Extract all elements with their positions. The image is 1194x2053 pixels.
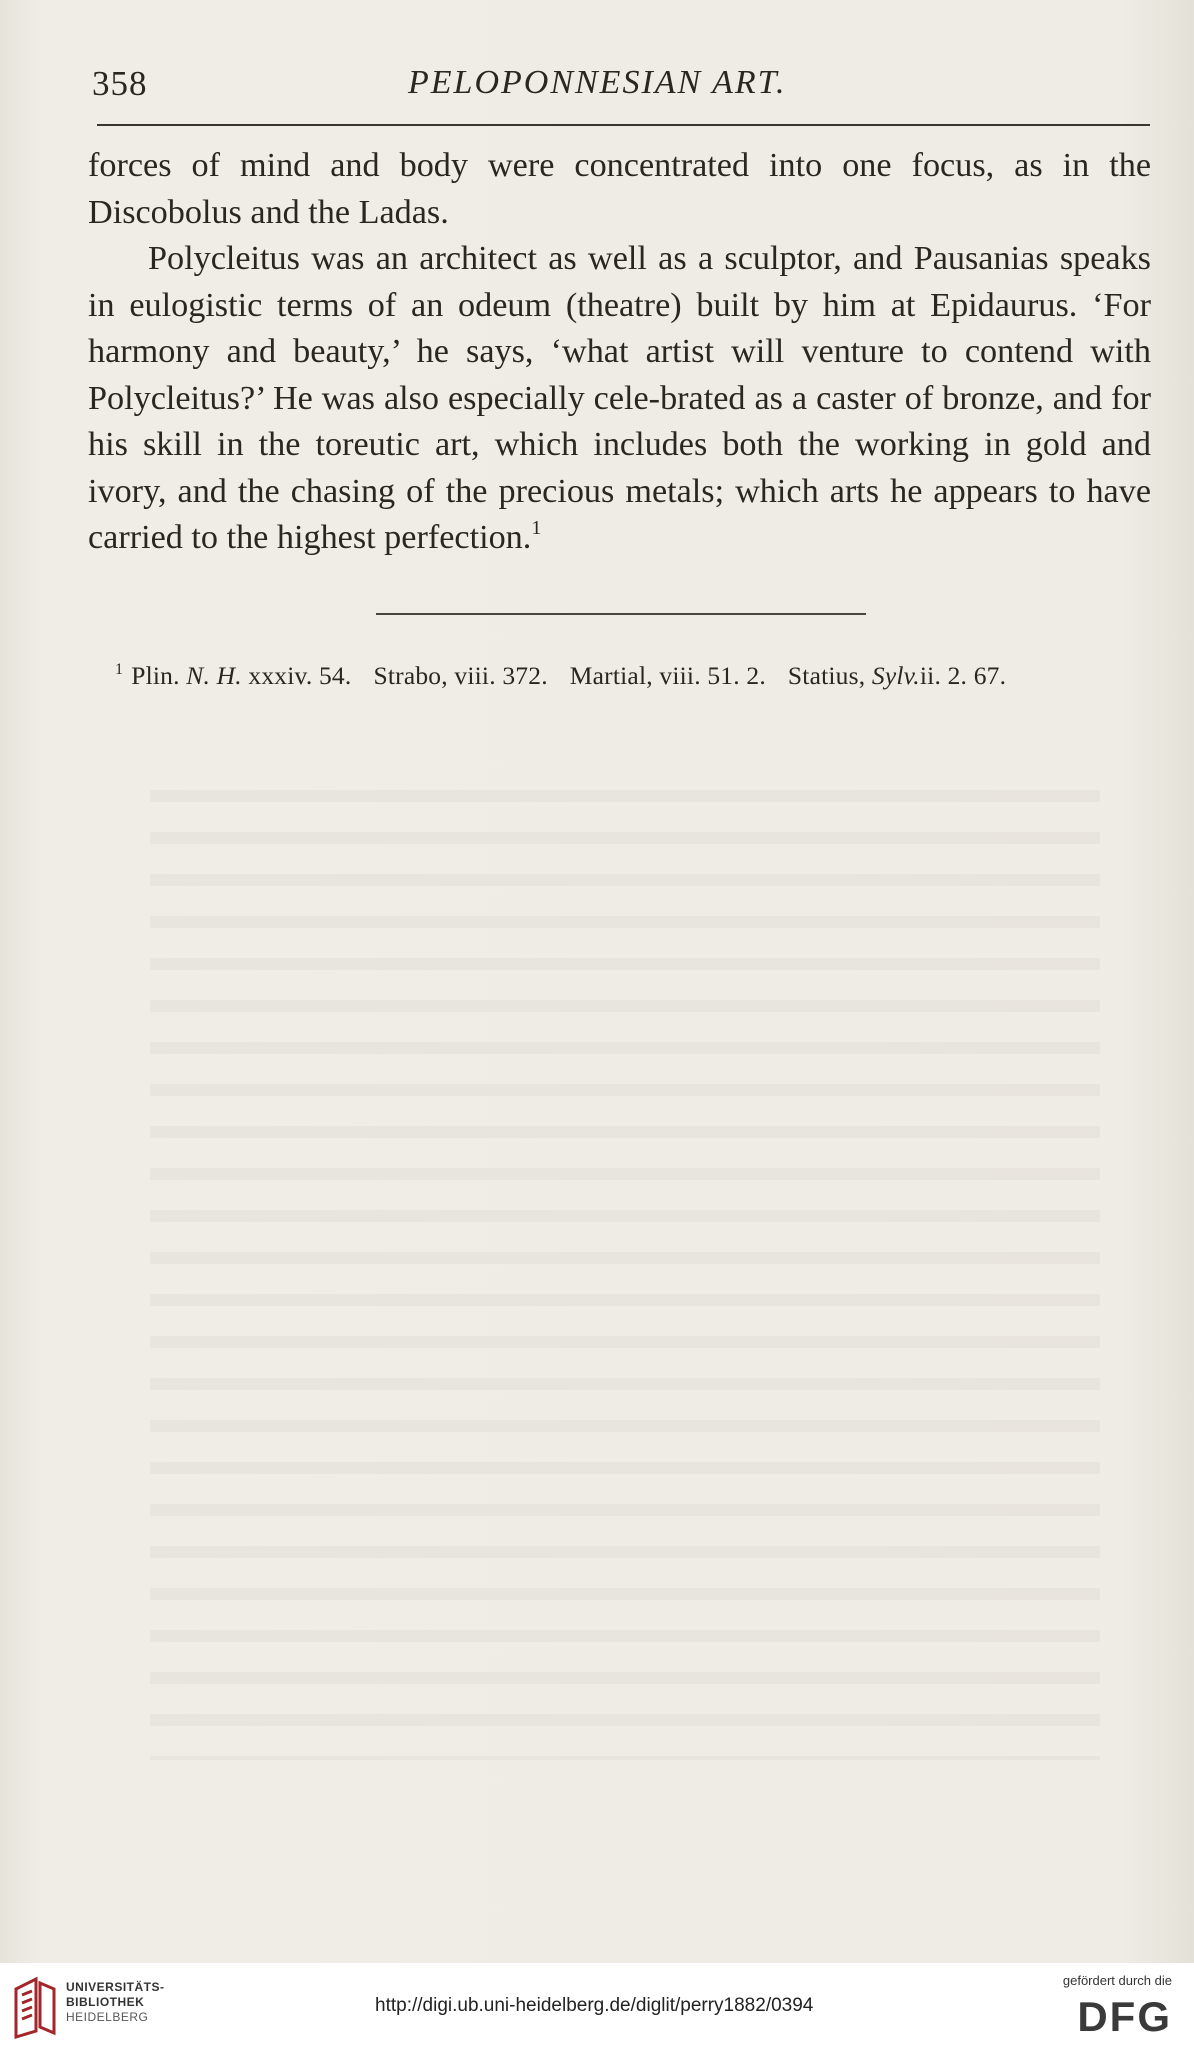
library-name-line: UNIVERSITÄTS- [66, 1980, 165, 1994]
citation-plin-work: N. H. [186, 661, 242, 690]
citation-plin-prefix: Plin. [131, 661, 180, 690]
paragraph-text: Polycleitus was an architect as well as a sculptor, and Pausanias speaks in eulogistic terms of an odeum (theatre) built by him at Epidaurus. ‘For harmony and beauty,’ he says, ‘what artist will venture to contend with Polycleitus?’ He was also especially cele-brated as a caster of bronze, and for his skill in the toreutic art, which includes both the working in gold and ivory, and the chasing of the precious metals; which arts he appears to have carried to the highest perfection. [88, 240, 1151, 556]
footnote-rule [376, 613, 866, 615]
permalink-url[interactable]: http://digi.ub.uni-heidelberg.de/diglit/perry1882/0394 [375, 1995, 814, 2016]
library-name [66, 1980, 165, 2025]
citation-plin-ref: xxxiv. 54. [248, 661, 352, 690]
page-number: 358 [92, 64, 148, 103]
citation-martial: Martial, viii. 51. 2. [569, 661, 766, 690]
library-logo-icon [12, 1975, 58, 2039]
footnote-reference: 1 [531, 517, 542, 539]
dfg-logo: DFG [1077, 1993, 1172, 2040]
citation-statius-prefix: Statius, [787, 661, 866, 690]
funded-by-label: gefördert durch die [1062, 1973, 1172, 1988]
citation-strabo: Strabo, viii. 372. [373, 661, 548, 690]
paragraph [88, 236, 1151, 562]
running-title: PELOPONNESIAN ART. [408, 64, 787, 101]
body-text [88, 143, 1151, 562]
library-name-line: BIBLIOTHEK [66, 1995, 145, 2009]
footnote-marker: 1 [115, 661, 124, 678]
library-name-line: HEIDELBERG [66, 2010, 149, 2024]
show-through-texture [150, 760, 1100, 1760]
viewer-footer [0, 1963, 1194, 2053]
citation-statius-work: Sylv. [871, 661, 920, 690]
footnote [115, 661, 1155, 691]
citation-statius-ref: ii. 2. 67. [919, 661, 1007, 690]
header-rule [97, 124, 1150, 126]
paragraph: forces of mind and body were concentrated into one focus, as in the Discobolus and the Ladas. [88, 147, 1151, 231]
